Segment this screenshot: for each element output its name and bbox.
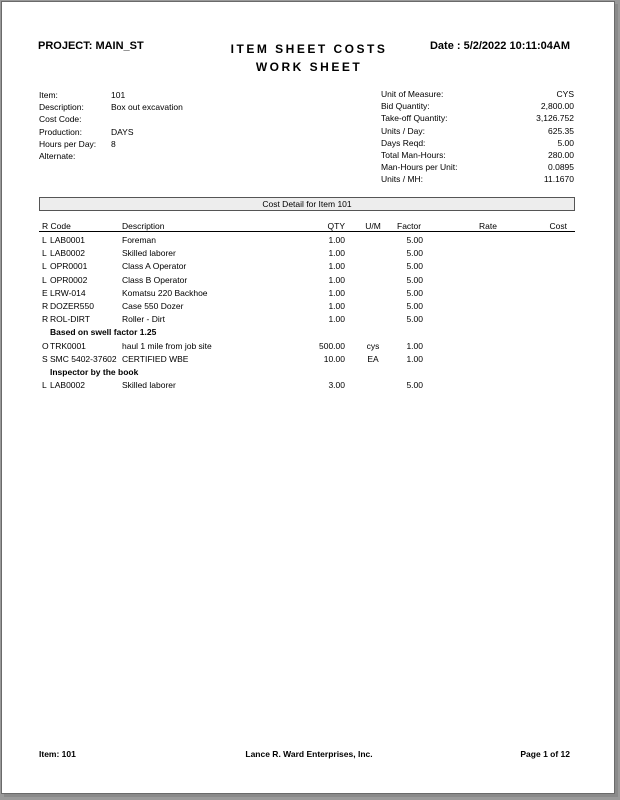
quantity-row: [381, 149, 574, 161]
unit-of-measure-label: Unit of Measure:: [381, 89, 444, 99]
man-hours-per-unit-label: Man-Hours per Unit:: [381, 162, 458, 173]
resource-type: S: [42, 353, 48, 364]
man-hours-per-unit-value: 0.0895: [548, 162, 574, 173]
production-label: Production:: [39, 126, 82, 137]
report-title: [202, 40, 416, 76]
resource-description: Class A Operator: [122, 261, 187, 272]
quantity-row: [381, 173, 574, 185]
resource-type: O: [42, 340, 49, 351]
quantity: 1.00: [328, 248, 345, 259]
resource-code: LRW-014: [50, 287, 86, 298]
bid-quantity-label: Bid Quantity:: [381, 101, 430, 112]
table-row: [39, 313, 575, 326]
resource-description: Skilled laborer: [122, 248, 176, 259]
table-row: [39, 340, 575, 353]
unit-of-measure: EA: [367, 353, 379, 364]
col-description: Description: [122, 221, 165, 231]
item-info: [39, 89, 239, 162]
quantity: 1.00: [328, 274, 345, 285]
resource-code: LAB0002: [50, 248, 85, 259]
quantity: 1.00: [328, 314, 345, 325]
item-label: Item:: [39, 90, 58, 100]
production-value: DAYS: [111, 126, 134, 137]
cost-detail-heading: Cost Detail for Item 101: [39, 197, 575, 211]
quantity-row: [381, 137, 574, 149]
resource-code: DOZER550: [50, 300, 94, 311]
resource-description: Komatsu 220 Backhoe: [122, 287, 208, 298]
quantity: 3.00: [328, 380, 345, 391]
resource-code: TRK0001: [50, 340, 86, 351]
hours-per-day-label: Hours per Day:: [39, 138, 97, 149]
item-info-row: [39, 89, 239, 101]
resource-description: Case 550 Dozer: [122, 300, 184, 311]
quantity: 10.00: [323, 353, 345, 364]
resource-type: L: [42, 380, 47, 391]
note-text: Based on swell factor 1.25: [50, 327, 157, 338]
resource-description: CERTIFIED WBE: [122, 353, 189, 364]
quantity: 1.00: [328, 287, 345, 298]
factor: 5.00: [406, 287, 423, 298]
table-header: [39, 220, 575, 232]
col-qty: QTY: [327, 221, 345, 231]
resource-code: OPR0001: [50, 261, 88, 272]
item-info-row: [39, 101, 239, 113]
note-row: [39, 326, 575, 339]
days-reqd-label: Days Reqd:: [381, 137, 426, 148]
item-value: 101: [111, 90, 126, 100]
takeoff-quantity-value: 3,126.752: [536, 113, 574, 124]
quantity: 1.00: [328, 261, 345, 272]
project-name: PROJECT: MAIN_ST: [38, 40, 144, 52]
col-um: U/M: [365, 221, 381, 231]
units-per-day-label: Units / Day:: [381, 125, 425, 136]
footer-company: Lance R. Ward Enterprises, Inc.: [245, 749, 373, 759]
table-row: [39, 353, 575, 366]
quantity-row: [381, 100, 574, 112]
resource-code: SMC 5402-37602: [50, 353, 117, 364]
units-per-mh-value: 11.1670: [543, 174, 574, 185]
note-row: [39, 366, 575, 379]
factor: 5.00: [406, 380, 423, 391]
factor: 5.00: [406, 300, 423, 311]
resource-code: ROL-DIRT: [50, 314, 90, 325]
quantity: 1.00: [328, 300, 345, 311]
factor: 5.00: [406, 248, 423, 259]
resource-description: Class B Operator: [122, 274, 188, 285]
factor: 1.00: [406, 340, 423, 351]
total-man-hours-value: 280.00: [548, 150, 574, 161]
description-label: Description:: [39, 102, 84, 113]
report-title-line2: WORK SHEET: [255, 60, 363, 74]
report-page: [1, 1, 615, 794]
alternate-label: Alternate:: [39, 151, 76, 162]
report-date: Date : 5/2/2022 10:11:04AM: [429, 40, 570, 52]
item-info-row: [39, 150, 239, 162]
hours-per-day-value: 8: [111, 138, 116, 149]
table-row: [39, 300, 575, 313]
table-row: [39, 247, 575, 260]
table-row: [39, 379, 575, 392]
bid-quantity-value: 2,800.00: [540, 101, 574, 112]
col-factor: Factor: [397, 221, 422, 231]
resource-description: Skilled laborer: [122, 380, 176, 391]
item-info-row: [39, 126, 239, 138]
table-row: [39, 234, 575, 247]
table-row: [39, 260, 575, 273]
quantity: 1.00: [328, 235, 345, 245]
unit-of-measure-value: CYS: [556, 89, 574, 99]
resource-type: R: [42, 300, 49, 311]
cost-detail-table: [39, 234, 575, 392]
resource-type: E: [42, 287, 48, 298]
resource-description: Roller - Dirt: [122, 314, 165, 325]
col-cost: Cost: [549, 221, 567, 231]
item-info-row: [39, 138, 239, 150]
report-title-line1: ITEM SHEET COSTS: [230, 42, 388, 56]
footer-page-number: Page 1 of 12: [520, 749, 570, 759]
resource-type: L: [42, 248, 47, 259]
quantity-row: [381, 88, 574, 100]
resource-description: haul 1 mile from job site: [122, 340, 212, 351]
col-r-code: R Code: [42, 221, 71, 231]
quantity-row: [381, 125, 574, 137]
description-value: Box out excavation: [111, 102, 183, 113]
resource-description: Foreman: [122, 235, 157, 245]
table-row: [39, 274, 575, 287]
quantity-summary: [381, 88, 574, 186]
factor: 5.00: [406, 261, 423, 272]
resource-type: R: [42, 314, 49, 325]
resource-type: L: [42, 274, 47, 285]
table-row: [39, 287, 575, 300]
cost-code-label: Cost Code:: [39, 114, 82, 125]
resource-code: LAB0001: [50, 235, 85, 245]
resource-code: LAB0002: [50, 380, 85, 391]
resource-type: L: [42, 235, 47, 245]
units-per-day-value: 625.35: [548, 125, 574, 136]
quantity-row: [381, 112, 574, 124]
col-rate: Rate: [479, 221, 497, 231]
footer-item: Item: 101: [39, 749, 76, 759]
quantity: 500.00: [319, 340, 345, 351]
resource-code: OPR0002: [50, 274, 88, 285]
resource-type: L: [42, 261, 47, 272]
unit-of-measure: cys: [366, 340, 380, 351]
note-text: Inspector by the book: [50, 366, 139, 377]
factor: 5.00: [406, 274, 423, 285]
days-reqd-value: 5.00: [557, 137, 574, 148]
quantity-row: [381, 161, 574, 173]
factor: 1.00: [406, 353, 423, 364]
units-per-mh-label: Units / MH:: [381, 174, 424, 185]
total-man-hours-label: Total Man-Hours:: [381, 150, 446, 161]
item-info-row: [39, 113, 239, 125]
factor: 5.00: [406, 235, 423, 245]
factor: 5.00: [406, 314, 423, 325]
takeoff-quantity-label: Take-off Quantity:: [381, 113, 448, 124]
